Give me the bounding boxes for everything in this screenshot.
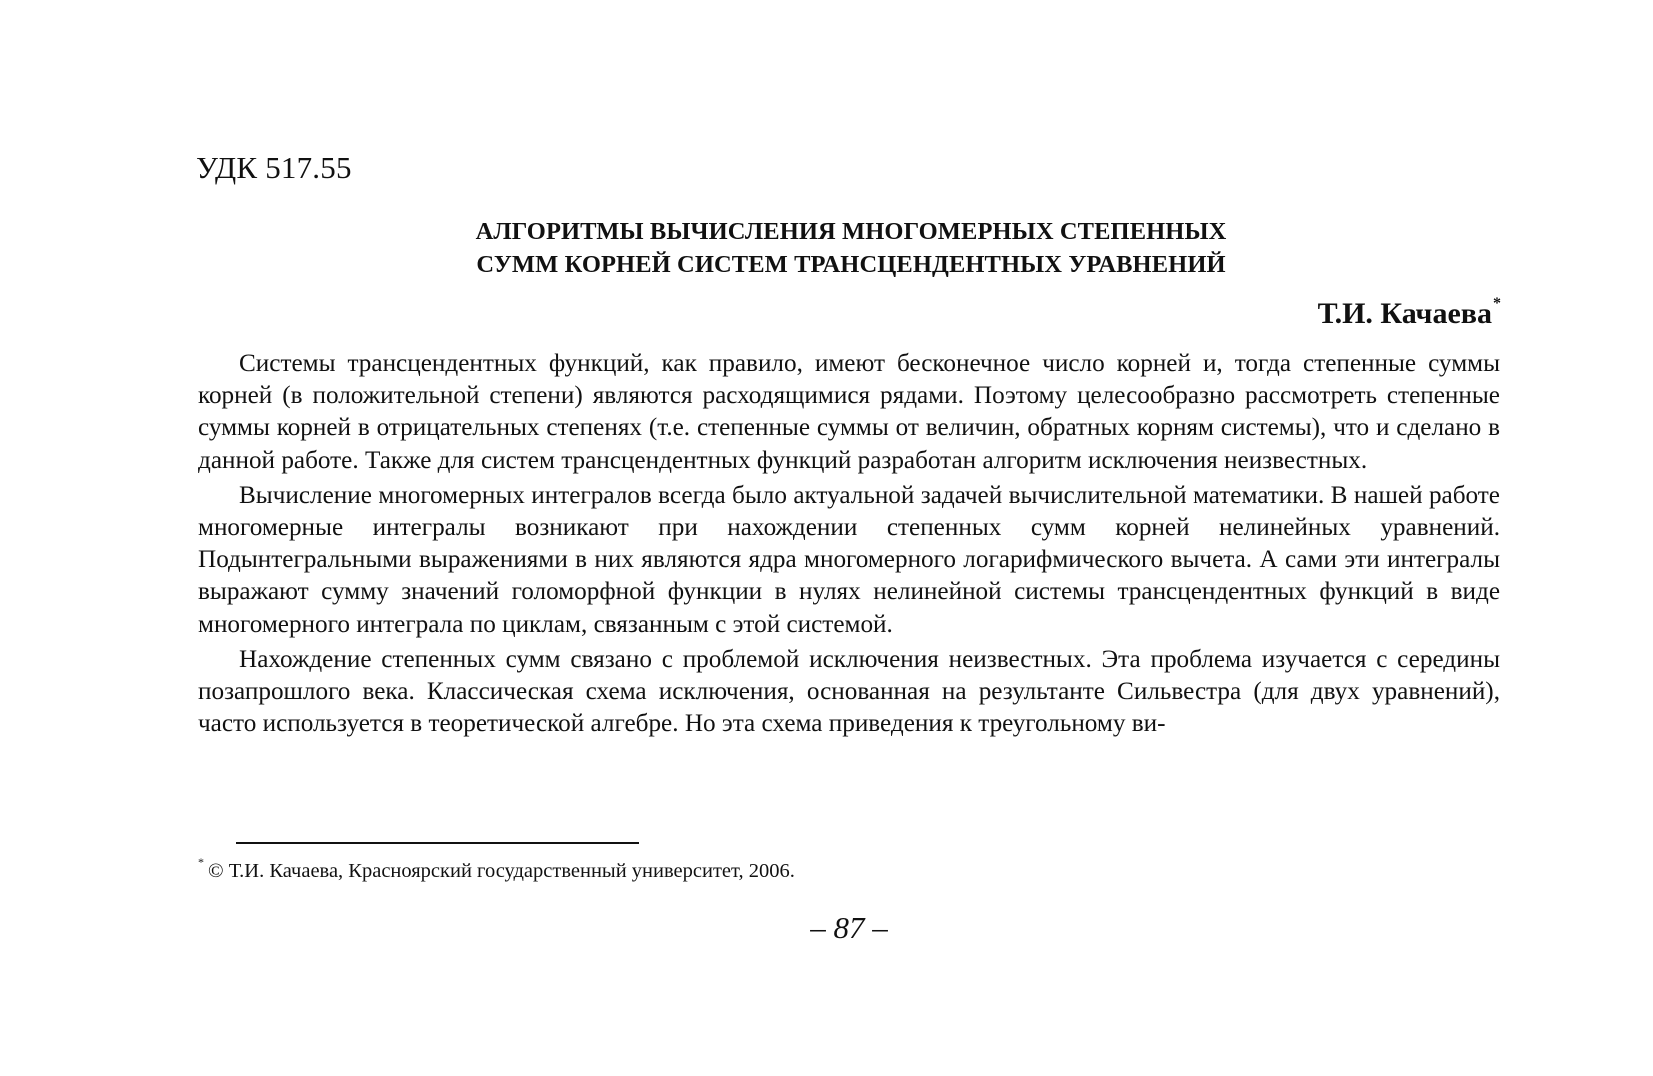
article-title-line-2: СУММ КОРНЕЙ СИСТЕМ ТРАНСЦЕНДЕНТНЫХ УРАВНЕНИЙ (476, 251, 1226, 278)
udk-code: УДК 517.55 (196, 150, 352, 185)
page-number: – 87 – (810, 910, 888, 945)
author-footnote-marker: * (1493, 295, 1501, 312)
author (1318, 297, 1501, 331)
footnote-divider (236, 842, 639, 844)
article-body (198, 348, 1500, 743)
article-title-line-1: АЛГОРИТМЫ ВЫЧИСЛЕНИЯ МНОГОМЕРНЫХ СТЕПЕННЫХ (475, 218, 1227, 245)
footnote (198, 855, 795, 883)
author-name: Т.И. Качаева (1317, 297, 1492, 330)
paragraph-1: Системы трансцендентных функций, как правило, имеют бесконечное число корней и, тогда степенные суммы корней (в положительной степени) являются расходящимися рядами. Поэтому целесообразно рассмотреть степенные суммы корней в отрицательных степенях (т.е. степенные суммы от величин, обратных корням системы), что и сделано в данной работе. Также для систем трансцендентных функций разработан алгоритм исключения неизвестных. (198, 350, 1500, 474)
paragraph-2: Вычисление многомерных интегралов всегда было актуальной задачей вычислительной математики. В нашей работе многомерные интегралы возникают при нахождении степенных сумм корней нелинейных уравнений. Подынтегральными выражениями в них являются ядра многомерного логарифмического вычета. А сами эти интегралы выражают сумму значений голоморфной функции в нулях нелинейной системы трансцендентных функций в виде многомерного интеграла по циклам, связанным с этой системой. (198, 481, 1500, 638)
footnote-text: © Т.И. Качаева, Красноярский государственный университет, 2006. (208, 859, 795, 882)
paragraph-3: Нахождение степенных сумм связано с проблемой исключения неизвестных. Эта проблема изучается с середины позапрошлого века. Классическая схема исключения, основанная на результанте Сильвестра (для двух уравнений), часто используется в теоретической алгебре. Но эта схема приведения к треугольному ви- (198, 645, 1500, 738)
footnote-marker: * (198, 855, 204, 869)
